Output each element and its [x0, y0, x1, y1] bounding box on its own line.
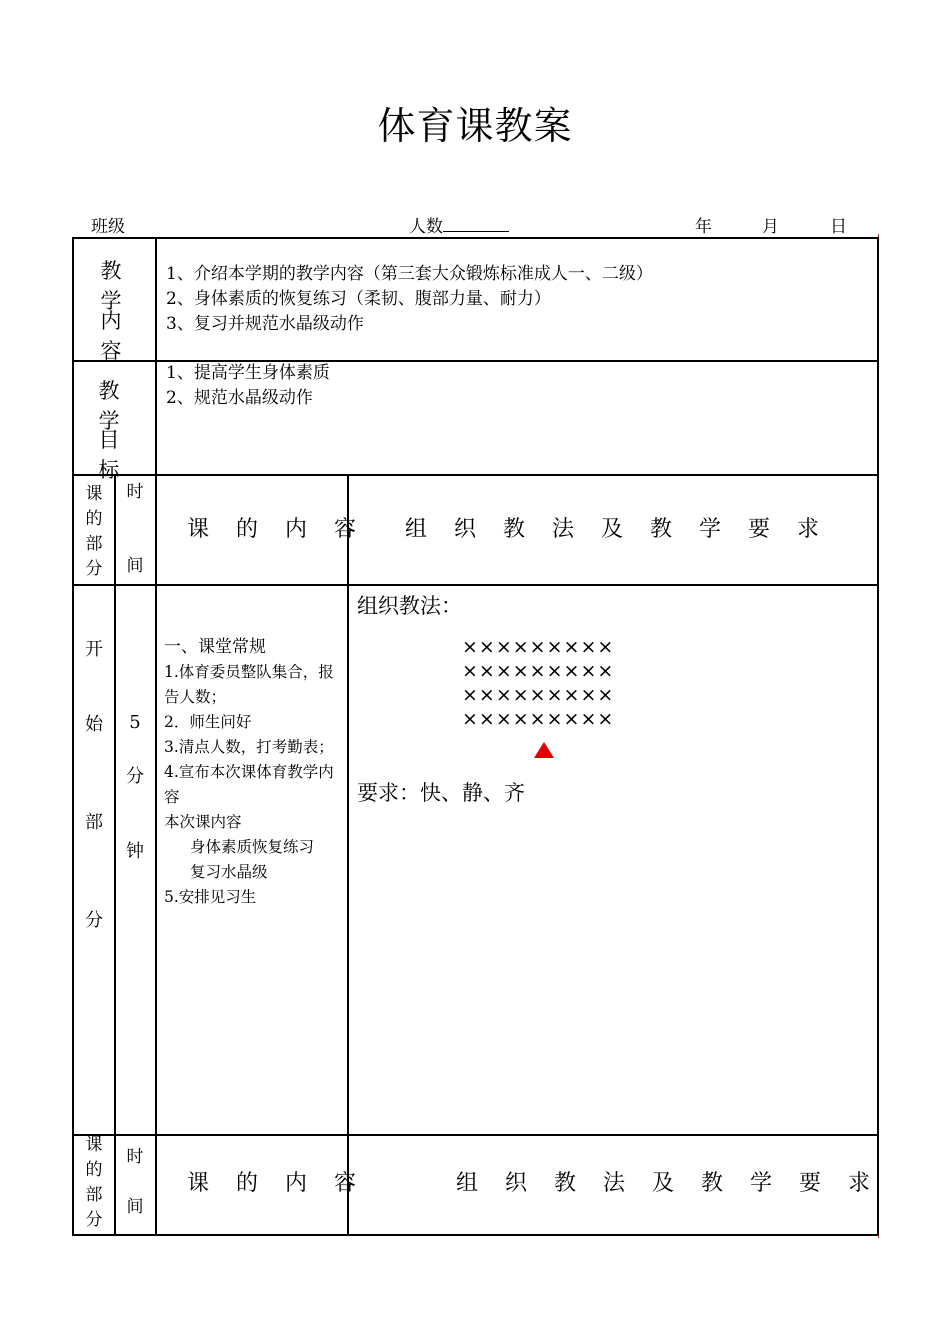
class-label: 班级 — [91, 217, 125, 237]
start-part-label: 开 始 部 分 — [85, 639, 103, 931]
goals-label-1: 教 学 — [98, 379, 136, 433]
start-item: 3.清点人数，打考勤表； — [164, 738, 334, 756]
count-label: 人数 — [409, 217, 443, 237]
formation-row: ××××××××× — [462, 684, 615, 706]
lesson-plan-table — [72, 237, 878, 1235]
method-heading: 组织教法： — [357, 594, 462, 618]
content-item: 1、介绍本学期的教学内容（第三套大众锻炼标准成人一、二级） — [166, 264, 653, 284]
start-item: 本次课内容 — [164, 813, 242, 831]
count-field — [409, 212, 509, 237]
content-label-1: 教 学 — [100, 259, 138, 313]
day-label: 日 — [830, 217, 847, 237]
content-label-2: 内 容 — [100, 309, 138, 363]
count-blank — [443, 215, 509, 232]
header-part-label: 课 的 部 分 — [85, 484, 103, 579]
year-label: 年 — [695, 217, 712, 237]
goal-item: 1、提高学生身体素质 — [166, 363, 330, 383]
requirement-text: 要求：快、静、齐 — [357, 781, 525, 805]
start-content — [164, 635, 344, 910]
start-item: 1.体育委员整队集合，报告人数； — [164, 663, 334, 706]
start-item: 5.安排见习生 — [164, 888, 257, 906]
month-label: 月 — [762, 217, 779, 237]
goals-list — [166, 361, 866, 411]
footer-time-label: 时 间 — [126, 1147, 144, 1217]
footer-method-label: 组 织 教 法 及 教 学 要 求 — [456, 1171, 880, 1196]
content-item: 2、身体素质的恢复练习（柔韧、腹部力量、耐力） — [166, 289, 551, 309]
start-item: 4.宣布本次课体育教学内容 — [164, 763, 334, 806]
header-method-label: 组 织 教 法 及 教 学 要 求 — [405, 517, 829, 542]
start-subitem: 身体素质恢复练习 — [190, 838, 315, 856]
content-list — [166, 262, 866, 337]
start-time-label: 5 分 钟 — [126, 712, 144, 862]
footer-part-label: 课 的 部 分 — [85, 1135, 103, 1230]
header-time-label: 时 间 — [126, 482, 144, 576]
goals-label-2: 目 标 — [98, 428, 136, 482]
content-item: 3、复习并规范水晶级动作 — [166, 314, 364, 334]
start-subitem: 复习水晶级 — [190, 863, 268, 881]
formation-row: ××××××××× — [462, 708, 615, 730]
header-content-label: 课 的 内 容 — [187, 517, 366, 542]
formation-row: ××××××××× — [462, 660, 615, 682]
goal-item: 2、规范水晶级动作 — [166, 388, 313, 408]
start-item: 2．师生问好 — [164, 713, 252, 731]
start-content-heading: 一、课堂常规 — [164, 637, 266, 657]
page-title: 体育课教案 — [377, 104, 573, 148]
teacher-marker-icon — [534, 742, 554, 758]
formation-row: ××××××××× — [462, 636, 615, 658]
footer-content-label: 课 的 内 容 — [187, 1171, 366, 1196]
